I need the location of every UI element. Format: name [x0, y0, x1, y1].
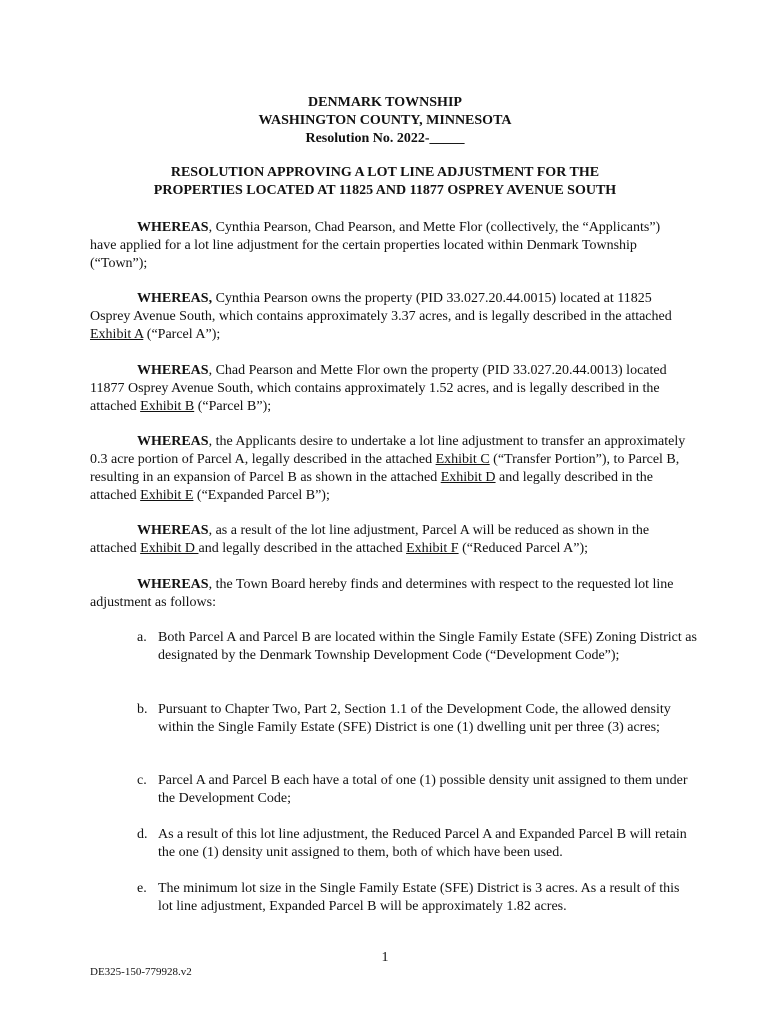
whereas-lead: WHEREAS [137, 523, 209, 538]
recital-text: and legally described in the attached [198, 541, 407, 556]
finding-label: d. [137, 827, 148, 842]
whereas-lead: WHEREAS [137, 363, 209, 378]
title-line-1: RESOLUTION APPROVING A LOT LINE ADJUSTMENT FOR THE [170, 165, 600, 180]
finding-text: Both Parcel A and Parcel B are located within the Single Family Estate (SFE) Zoning District as designated by the Denmark Township Development Code (“Development Code”); [158, 630, 697, 663]
whereas-lead: WHEREAS, [137, 291, 213, 306]
exhibit-d-ref: Exhibit D [140, 541, 199, 556]
recital-text: and legally described in the attached [90, 470, 653, 503]
finding-item [137, 880, 697, 916]
recital-text: (“Expanded Parcel B”); [193, 488, 330, 503]
finding-item [137, 701, 697, 737]
recital-text: , Chad Pearson and Mette Flor own the property (PID 33.027.20.44.0013) located 11877 Osprey Avenue South, which contains approximately 1.52 acres, and is legally described in the attached [90, 363, 667, 414]
exhibit-e-ref: Exhibit E [140, 488, 194, 503]
whereas-lead: WHEREAS [137, 577, 209, 592]
exhibit-c-ref: Exhibit C [435, 452, 490, 467]
recital-findings-intro [90, 576, 690, 612]
recital-text: , Cynthia Pearson, Chad Pearson, and Mette Flor (collectively, the “Applicants”) have applied for a lot line adjustment for the certain properties located within Denmark Township (“Town”); [90, 220, 661, 271]
finding-text: Pursuant to Chapter Two, Part 2, Section 1.1 of the Development Code, the allowed density within the Single Family Estate (SFE) District is one (1) dwelling unit per three (3) acres; [158, 702, 671, 735]
resolution-number: Resolution No. 2022-_____ [305, 131, 465, 146]
whereas-lead: WHEREAS [137, 434, 209, 449]
finding-text: Parcel A and Parcel B each have a total of one (1) possible density unit assigned to them under the Development Code; [158, 773, 688, 806]
recital-text: , the Applicants desire to undertake a lot line adjustment to transfer an approximately 0.3 acre portion of Parcel A, legally described in the attached [90, 434, 686, 467]
whereas-lead: WHEREAS [137, 220, 209, 235]
recital-text: , as a result of the lot line adjustment, Parcel A will be reduced as shown in the attached [90, 523, 650, 556]
finding-item [137, 629, 697, 665]
recital-text: (“Reduced Parcel A”); [458, 541, 589, 556]
exhibit-a-ref: Exhibit A [90, 327, 144, 342]
exhibit-b-ref: Exhibit B [140, 399, 195, 414]
township-name: DENMARK TOWNSHIP [308, 95, 462, 110]
finding-label: e. [137, 881, 147, 896]
finding-item [137, 772, 697, 808]
exhibit-f-ref: Exhibit F [406, 541, 459, 556]
title-line-2: PROPERTIES LOCATED AT 11825 AND 11877 OSPREY AVENUE SOUTH [153, 183, 617, 198]
finding-label: c. [137, 773, 147, 788]
recital-reduction [90, 522, 690, 558]
recital-parcel-b [90, 362, 690, 416]
finding-text: The minimum lot size in the Single Family Estate (SFE) District is 3 acres. As a result of this lot line adjustment, Expanded Parcel B will be approximately 1.82 acres. [158, 881, 680, 914]
recital-applicants [90, 219, 690, 273]
finding-label: a. [137, 630, 147, 645]
finding-label: b. [137, 702, 148, 717]
exhibit-d-ref: Exhibit D [440, 470, 496, 485]
recital-transfer [90, 433, 690, 505]
finding-item [137, 826, 697, 862]
county-state: WASHINGTON COUNTY, MINNESOTA [258, 113, 512, 128]
recital-text: (“Parcel B”); [194, 399, 272, 414]
recital-text: , the Town Board hereby finds and determines with respect to the requested lot line adjustment as follows: [90, 577, 674, 610]
resolution-title [0, 164, 770, 200]
document-header [0, 94, 770, 148]
document-id-footer: DE325-150-779928.v2 [90, 966, 192, 978]
recital-parcel-a [90, 290, 690, 344]
recital-text: Cynthia Pearson owns the property (PID 33.027.20.44.0015) located at 11825 Osprey Avenue South, which contains approximately 3.37 acres, and is legally described in the attached [90, 291, 672, 324]
page-number: 1 [381, 950, 389, 965]
finding-text: As a result of this lot line adjustment, the Reduced Parcel A and Expanded Parcel B will retain the one (1) density unit assigned to them, both of which have been used. [158, 827, 687, 860]
recital-text: (“Parcel A”); [143, 327, 221, 342]
recital-text: (“Transfer Portion”), to Parcel B, resulting in an expansion of Parcel B as shown in the attached [90, 452, 680, 485]
